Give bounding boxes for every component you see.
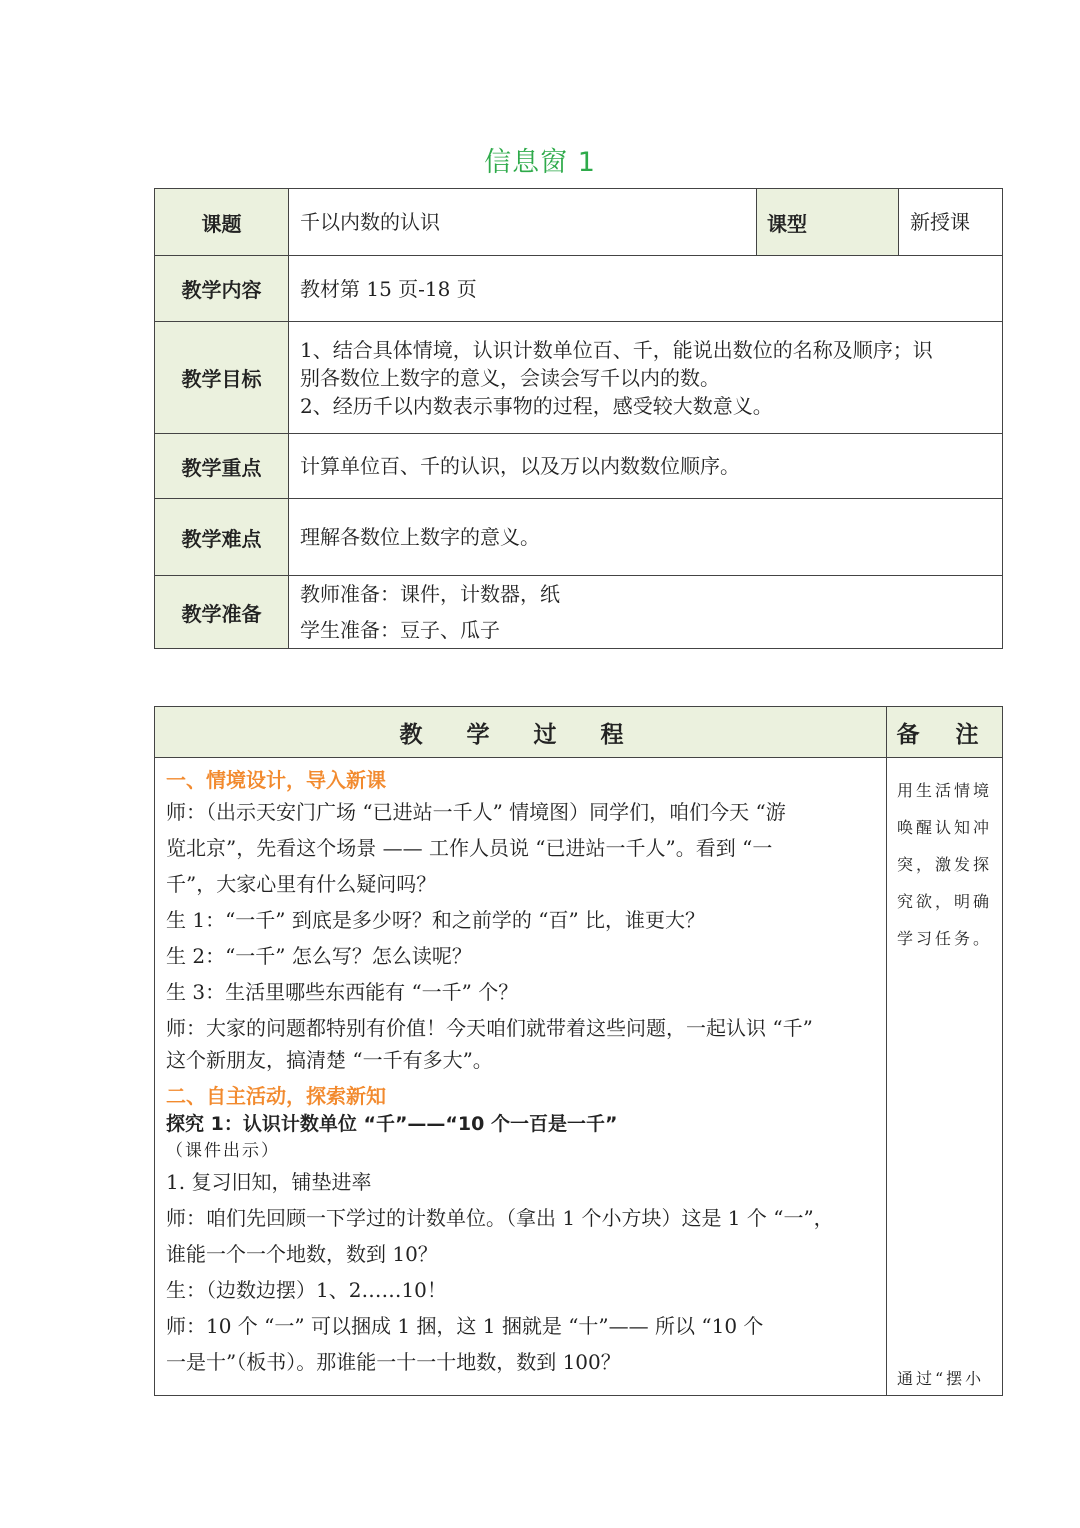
goal-value — [289, 322, 1003, 434]
dialogue-line: 生：（边数边摆）1、2……10！ — [166, 1278, 447, 1302]
key-label: 教学重点 — [155, 434, 289, 499]
process-content — [155, 758, 887, 1396]
difficulty-label: 教学难点 — [155, 499, 289, 576]
lesson-info-table — [154, 188, 1003, 649]
goal-label: 教学目标 — [155, 322, 289, 434]
remark-line: 学习任务。 — [897, 929, 993, 948]
remark-line: 究欲，明确 — [897, 892, 993, 911]
dialogue-line: 师：（出示天安门广场 “已进站一千人” 情境图）同学们，咱们今天 “游 — [166, 800, 786, 824]
remark-line: 通过“摆小 — [897, 1369, 985, 1388]
goal-line: 2、经历千以内数表示事物的过程，感受较大数意义。 — [300, 393, 773, 418]
dialogue-line: 览北京”，先看这个场景 —— 工作人员说 “已进站一千人”。看到 “一 — [166, 836, 773, 860]
page-title: 信息窗 1 — [484, 147, 596, 178]
prep-value — [289, 576, 1003, 649]
remark-line: 用生活情境 — [897, 781, 993, 800]
key-value: 计算单位百、千的认识，以及万以内数数位顺序。 — [289, 434, 1003, 499]
content-value: 教材第 15 页-18 页 — [289, 256, 1003, 322]
topic-label: 课题 — [155, 189, 289, 256]
dialogue-line: 谁能一个一个地数，数到 10？ — [166, 1242, 438, 1266]
goal-line: 别各数位上数字的意义，会读会写千以内的数。 — [300, 365, 720, 390]
dialogue-line: 师：10 个 “一” 可以捆成 1 捆，这 1 捆就是 “十”—— 所以 “10 个 — [166, 1314, 764, 1338]
prep-label: 教学准备 — [155, 576, 289, 649]
process-header: 教 学 过 程 — [155, 707, 887, 758]
remark-line: 唤醒认知冲 — [897, 818, 993, 837]
teaching-process-table — [154, 706, 1003, 1396]
dialogue-line: 生 1：“一千” 到底是多少呀？和之前学的 “百” 比，谁更大？ — [166, 908, 706, 932]
dialogue-line: 这个新朋友，搞清楚 “一千有多大”。 — [166, 1048, 493, 1072]
prep-line: 教师准备：课件，计数器，纸 — [300, 582, 560, 606]
section-title: 一、情境设计，导入新课 — [166, 768, 386, 792]
notes-header: 备 注 — [887, 707, 1003, 758]
dialogue-line: 生 2：“一千” 怎么写？怎么读呢？ — [166, 944, 472, 968]
dialogue-line: 生 3：生活里哪些东西能有 “一千” 个？ — [166, 980, 519, 1004]
notes-content — [887, 758, 1003, 1396]
remark-line: 突，激发探 — [897, 855, 993, 874]
section-title: 二、自主活动，探索新知 — [166, 1084, 386, 1108]
difficulty-value: 理解各数位上数字的意义。 — [289, 499, 1003, 576]
dialogue-line: 师：咱们先回顾一下学过的计数单位。（拿出 1 个小方块）这是 1 个 “一”， — [166, 1206, 834, 1230]
remark-block — [887, 758, 1002, 957]
type-value: 新授课 — [899, 189, 1003, 256]
goal-line: 1、结合具体情境，认识计数单位百、千，能说出数位的名称及顺序；识 — [300, 337, 933, 362]
dialogue-line: 师：大家的问题都特别有价值！今天咱们就带着这些问题，一起认识 “千” — [166, 1016, 813, 1040]
courseware-note: （课件出示） — [166, 1141, 280, 1161]
dialogue-line: 一是十”（板书）。那谁能一十一十地数，数到 100？ — [166, 1350, 621, 1374]
content-label: 教学内容 — [155, 256, 289, 322]
explore-title: 探究 1：认识计数单位 “千”——“10 个一百是一千” — [166, 1113, 618, 1135]
prep-line: 学生准备：豆子、瓜子 — [300, 618, 500, 642]
type-label: 课型 — [757, 189, 899, 256]
topic-value: 千以内数的认识 — [289, 189, 757, 256]
dialogue-line: 1. 复习旧知，铺垫进率 — [166, 1170, 372, 1194]
dialogue-line: 千”，大家心里有什么疑问吗？ — [166, 872, 437, 896]
